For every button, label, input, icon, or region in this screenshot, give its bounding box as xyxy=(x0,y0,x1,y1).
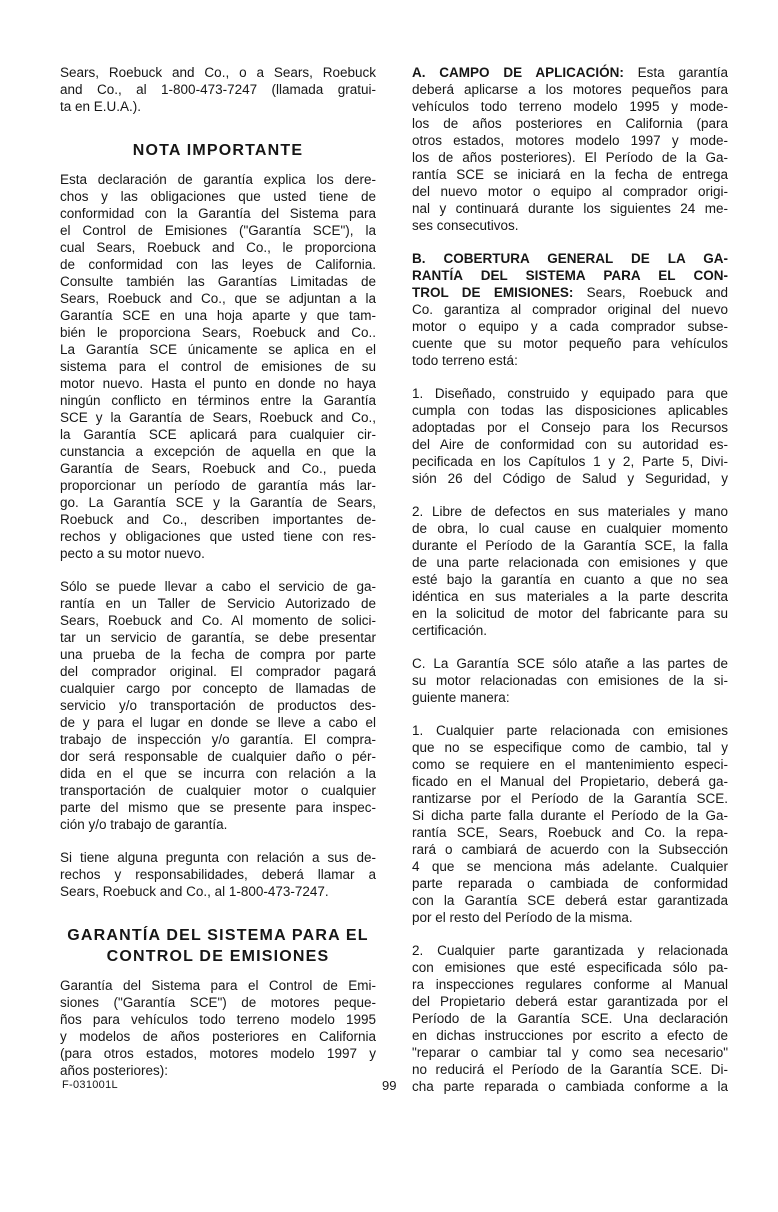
paragraph xyxy=(412,942,728,1095)
text-line: rantía SCE se iniciará en la fecha de entrega xyxy=(412,166,728,182)
text-line: como se requiere en el mantenimiento especi- xyxy=(412,756,728,772)
text-line: rantizarse por el Período de la Garantía SCE. xyxy=(412,790,728,806)
text-line: Garantía de Sears, Roebuck and Co., pueda xyxy=(60,460,376,476)
text-line: parte del mismo que se presente para inspec- xyxy=(60,799,376,815)
text-line: guiente manera: xyxy=(412,689,510,705)
text-line: motor o equipo y a cada comprador subse- xyxy=(412,318,728,334)
text-line: sión 26 del Código de Salud y Seguridad, y xyxy=(412,470,728,486)
text-line: cunstancia a excepción de aquella en que la xyxy=(60,443,376,459)
paragraph xyxy=(412,655,728,706)
text-line: ción y/o trabajo de garantía. xyxy=(60,816,228,832)
paragraph xyxy=(60,977,376,1079)
text-line: (para otros estados, motores modelo 1997 y xyxy=(60,1045,376,1061)
text-line: los de años posteriores). El Período de la Ga- xyxy=(412,149,728,165)
text-line: dida en el que se incurra con relación a la xyxy=(60,765,376,781)
text-line: 1. Diseñado, construido y equipado para que xyxy=(412,385,728,401)
text-line: Garantía SCE en una hoja aparte y que tam- xyxy=(60,307,376,323)
text-line: parte reparada o cambiada de conformidad xyxy=(412,875,728,891)
text-line: del comprador original. El comprador pagará xyxy=(60,663,376,679)
text-line: rantía en un Taller de Servicio Autorizado de xyxy=(60,595,376,611)
line-text: Sears, Roebuck and xyxy=(573,284,728,300)
text-line: los de años posteriores en California (para xyxy=(412,115,728,131)
bold-lead-in: A. CAMPO DE APLICACIÓN: xyxy=(412,64,624,80)
text-line: su motor relacionadas con emisiones de la si- xyxy=(412,672,728,688)
text-line: C. La Garantía SCE sólo atañe a las partes de xyxy=(412,655,728,671)
text-line: otros estados, motores modelo 1997 y mode- xyxy=(412,132,728,148)
paragraph xyxy=(412,722,728,926)
bold-lead-in: B. COBERTURA GENERAL DE LA GA- xyxy=(412,250,728,266)
text-line: Sólo se puede llevar a cabo el servicio de ga- xyxy=(60,578,376,594)
text-line: trabajo de inspección y/o garantía. El compra- xyxy=(60,731,376,747)
text-line: y modelos de años posteriores en California xyxy=(60,1028,376,1044)
text-line: la Garantía SCE aplicará para cualquier cir- xyxy=(60,426,376,442)
text-line: tar un servicio de garantía, se debe presentar xyxy=(60,629,376,645)
text-line: transportación de cualquier motor o cualquier xyxy=(60,782,376,798)
text-line: cualquier cargo por concepto de llamadas de xyxy=(60,680,376,696)
text-line: Período de la Garantía SCE. Una declaración xyxy=(412,1010,728,1026)
paragraph xyxy=(412,385,728,487)
text-line: ta en E.U.A.). xyxy=(60,98,142,114)
text-line xyxy=(412,64,728,81)
text-line: servicio y/o transportación de productos des- xyxy=(60,697,376,713)
text-line: de obra, lo cual cause en cualquier momento xyxy=(412,520,728,536)
paragraph xyxy=(412,503,728,639)
text-line: dor será responsable de cualquier daño o pér- xyxy=(60,748,376,764)
text-line: certificación. xyxy=(412,622,488,638)
text-line: deberá aplicarse a los motores pequeños para xyxy=(412,81,728,97)
text-line: una prueba de la fecha de compra por parte xyxy=(60,646,376,662)
section-heading xyxy=(60,925,376,967)
text-line: por el resto del Período de la misma. xyxy=(412,909,633,925)
heading-line: CONTROL DE EMISIONES xyxy=(106,947,330,965)
text-line: durante el Período de la Garantía SCE, la falla xyxy=(412,537,728,553)
text-line: siones ("Garantía SCE") de motores peque- xyxy=(60,994,376,1010)
text-line: idéntica en sus materiales a la parte descrita xyxy=(412,588,728,604)
text-line: nal y continuará durante los siguientes 24 me- xyxy=(412,200,728,216)
right-column xyxy=(412,64,728,1095)
text-line: no reducirá el Período de la Garantía SCE. Di- xyxy=(412,1061,728,1077)
text-line: Sears, Roebuck and Co., que se adjuntan a la xyxy=(60,290,376,306)
section-heading xyxy=(60,140,376,161)
paragraph xyxy=(412,250,728,369)
text-line: Garantía del Sistema para el Control de Emi- xyxy=(60,977,376,993)
text-line: del Propietario deberá estar garantizada por el xyxy=(412,993,728,1009)
text-line: rantía SCE, Sears, Roebuck and Co. la repa- xyxy=(412,824,728,840)
text-line: todo terreno está: xyxy=(412,352,518,368)
text-line: rechos y responsabilidades, deberá llamar a xyxy=(60,866,376,882)
text-line: 2. Libre de defectos en sus materiales y mano xyxy=(412,503,728,519)
paragraph xyxy=(60,578,376,833)
bold-lead-in: TROL DE EMISIONES: xyxy=(412,284,574,300)
text-line: Roebuck and Co., describen importantes de- xyxy=(60,511,376,527)
text-line: Sears, Roebuck and Co. Al momento de solici- xyxy=(60,612,376,628)
text-line: rará o cambiará de acuerdo con la Subsección xyxy=(412,841,728,857)
text-line xyxy=(412,250,728,267)
text-line: conformidad con la Garantía del Sistema para xyxy=(60,205,376,221)
bold-lead-in: RANTÍA DEL SISTEMA PARA EL CON- xyxy=(412,267,728,283)
text-line: cuente que su motor pequeño para vehículos xyxy=(412,335,728,351)
text-line: and Co., al 1-800-473-7247 (llamada gratui- xyxy=(60,81,376,97)
document-code: F-031001L xyxy=(62,1079,118,1091)
text-line: pecificada en los Capítulos 1 y 2, Parte 5, Divi- xyxy=(412,453,728,469)
text-line: Si tiene alguna pregunta con relación a sus de- xyxy=(60,849,376,865)
text-line: que no se especifique como de cambio, tal y xyxy=(412,739,728,755)
text-line: ses consecutivos. xyxy=(412,217,519,233)
text-line: 2. Cualquier parte garantizada y relacionada xyxy=(412,942,728,958)
text-line: de conformidad con las leyes de California. xyxy=(60,256,376,272)
heading-line: NOTA IMPORTANTE xyxy=(132,141,304,159)
text-line: bién le proporciona Sears, Roebuck and Co.. xyxy=(60,324,376,340)
text-line: con la Garantía SCE deberá estar garantizada xyxy=(412,892,728,908)
text-line: motor nuevo. Hasta el punto en donde no haya xyxy=(60,375,376,391)
text-line: 4 que se menciona más adelante. Cualquier xyxy=(412,858,728,874)
text-line: proporcionar un período de garantía más lar- xyxy=(60,477,376,493)
line-text: Esta garantía xyxy=(623,64,729,80)
text-line: Si dicha parte falla durante el Período de la Ga- xyxy=(412,807,728,823)
text-line: La Garantía SCE únicamente se aplica en el xyxy=(60,341,376,357)
text-line: Esta declaración de garantía explica los dere- xyxy=(60,171,376,187)
text-line: sistema para el control de emisiones de su xyxy=(60,358,376,374)
text-line: en dichas instrucciones por escrito a efecto de xyxy=(412,1027,728,1043)
text-line: años posteriores): xyxy=(60,1062,169,1078)
paragraph xyxy=(60,849,376,900)
text-line: Co. garantiza al comprador original del nuevo xyxy=(412,301,728,317)
text-line: cha parte reparada o cambiada conforme a la xyxy=(412,1078,728,1094)
text-line: "reparar o cambiar tal y como sea necesario" xyxy=(412,1044,728,1060)
text-line: SCE y la Garantía de Sears, Roebuck and Co., xyxy=(60,409,376,425)
text-line: 1. Cualquier parte relacionada con emisiones xyxy=(412,722,728,738)
heading-line: GARANTÍA DEL SISTEMA PARA EL xyxy=(67,926,369,944)
text-line: ños para vehículos todo terreno modelo 1995 xyxy=(60,1011,376,1027)
text-line: cumpla con todas las disposiciones aplicables xyxy=(412,402,728,418)
text-line: adoptadas por el Consejo para los Recursos xyxy=(412,419,728,435)
text-line: del nuevo motor o equipo al comprador origi- xyxy=(412,183,728,199)
paragraph xyxy=(412,64,728,234)
text-line: de una parte relacionada con emisiones y que xyxy=(412,554,728,570)
text-line: el Control de Emisiones ("Garantía SCE"), la xyxy=(60,222,376,238)
text-line: Consulte también las Garantías Limitadas de xyxy=(60,273,376,289)
text-line: Sears, Roebuck and Co., al 1-800-473-7247. xyxy=(60,883,329,899)
text-line: rechos y obligaciones que usted tiene con res- xyxy=(60,528,376,544)
text-line: del Aire de conformidad con su autoridad es- xyxy=(412,436,728,452)
text-line: ra inspecciones regulares conforme al Manual xyxy=(412,976,728,992)
text-line: en la solicitud de motor del fabricante para su xyxy=(412,605,728,621)
text-line: pecto a su motor nuevo. xyxy=(60,545,205,561)
text-line: Sears, Roebuck and Co., o a Sears, Roebuck xyxy=(60,64,376,80)
paragraph xyxy=(60,64,376,115)
text-line: esté bajo la garantía en cuanto a que no sea xyxy=(412,571,728,587)
text-line: ningún conflicto en términos entre la Garantía xyxy=(60,392,376,408)
paragraph xyxy=(60,171,376,562)
text-line xyxy=(412,284,728,301)
text-line: con emisiones que esté especificada sólo pa- xyxy=(412,959,728,975)
text-line: vehículos todo terreno modelo 1995 y mode- xyxy=(412,98,728,114)
text-line: de y para el lugar en donde se lleve a cabo el xyxy=(60,714,376,730)
page-number: 99 xyxy=(382,1078,397,1093)
left-column xyxy=(60,64,376,1079)
text-line: cual Sears, Roebuck and Co., le proporciona xyxy=(60,239,376,255)
text-line: go. La Garantía SCE y la Garantía de Sears, xyxy=(60,494,376,510)
text-line: ficado en el Manual del Propietario, deberá ga- xyxy=(412,773,728,789)
text-line: chos y las obligaciones que usted tiene de xyxy=(60,188,376,204)
text-line xyxy=(412,267,728,284)
